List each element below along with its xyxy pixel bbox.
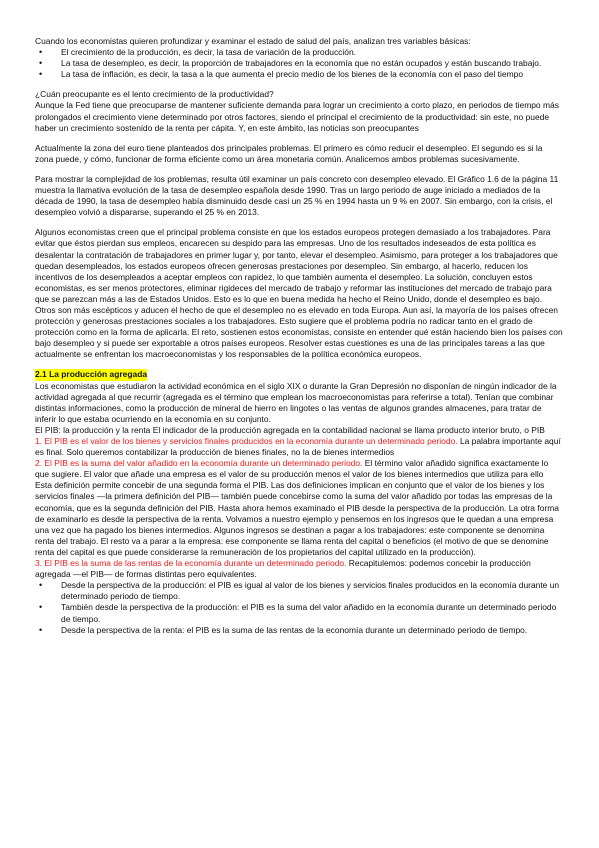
list-item: • También desde la perspectiva de la producción: el PIB es la suma del valor añadido en la economía durante un determinado periodo de tiempo. [35,602,563,624]
aggregate-paragraph: Los economistas que estudiaron la actividad económica en el siglo XIX o durante la Gran Depresión no disponían de ningún indicador de la actividad agregada al que recurrir (agregada es el término que emplean los macroeconomistas para referirse a total). Tenían que combinar distintas informaciones, como la producción de mineral de hierro en lingotes o las ventas de algunos grandes almacenes, para tratar de inferir lo que estaba ocurriendo en la economía en su conjunto. [35,380,557,424]
productivity-paragraph: Aunque la Fed tiene que preocuparse de mantener suficiente demanda para lograr un crecimiento a corto plazo, en periodos de tiempo más prolongados el crecimiento viene determinado por otros factores, siendo el principal el crecimiento de la productividad: sin este, no puede haber un crecimiento sostenido de la renta per cápita. Y, en este ámbito, las noticias son preocupantes [35,100,559,133]
list-item: • La tasa de desempleo, es decir, la proporción de trabajadores en la economía que no están ocupados y están buscando trabajo. [35,58,563,69]
variables-list [35,47,563,80]
list-item: • Desde la perspectiva de la renta: el PIB es la suma de las rentas de la economía durante un determinado periodo de tiempo. [35,625,563,636]
definition-2-highlight: 2. El PIB es la suma del valor añadido en la economía durante un determinado periodo. [35,458,363,469]
spain-paragraph: Para mostrar la complejidad de los problemas, resulta útil examinar un país concreto con desempleo elevado. El Gráfico 1.6 de la página 11 muestra la llamativa evolución de la tasa de desempleo española desde 1990. Tras un largo periodo de auge iniciado a mediados de la década de 1990, la tasa de desempleo había disminuido desde casi un 25 % en 1994 hasta un 9 % en 2007. Sin embargo, con la crisis, el desempleo volvió a dispararse, superando el 25 % en 2013. [35,173,559,218]
section-title: 2.1 La producción agregada [35,369,148,380]
income-paragraph: Esta definición permite concebir de una segunda forma el PIB. Las dos definiciones implican en conjunto que el valor de los bienes y los servicios finales —la primera definición del PIB— también puede concebirse como la suma del valor añadido por todas las empresas de la economía, que es la segunda definición del PIB. Hasta ahora hemos examinado el PIB desde la perspectiva de la producción. La otra forma de examinarlo es desde la perspectiva de la renta. Volvamos a nuestro ejemplo y pensemos en los ingresos que le quedan a una empresa una vez que ha pagado los bienes intermedios. Algunos ingresos se destinan a pagar a los trabajadores: este componente se denomina renta del trabajo. El resto va a parar a la empresa: ese componente se llama renta del capital o beneficios (el motivo de que se denomine renta del capital es que puede considerarse la remuneración de los propietarios del capital utilizado en la producción). [35,480,559,557]
definition-1-highlight: 1. El PIB es el valor de los bienes y servicios finales producidos en la economía durante un determinado periodo. [35,436,458,446]
summary-list [35,580,563,635]
intro-paragraph: Cuando los economistas quieren profundizar y examinar el estado de salud del país, analizan tres variables básicas: [35,36,471,46]
protection-paragraph: Algunos economistas creen que el principal problema consiste en que los estados europeos protegen demasiado a los trabajadores. Para evitar que éstos pierdan sus empleos, encarecen su despido para las empresas. Uno de los resultados indeseados de esta política es desalentar la contratación de trabajadores en primer lugar y, por tanto, elevar el desempleo. Asimismo, para proteger a los trabajadores que quedan desempleados, los estados europeos ofrecen generosas prestaciones por desempleo. Sin embargo, al hacerlo, reducen los incentivos de los desempleados a aceptar empleos con rapidez, lo que también aumenta el desempleo. La solución, concluyen estos economistas, es ser menos protectores, eliminar rigideces del mercado de trabajo y reformar las instituciones del mercado de trabajo para que se parezcan más a las de Estados Unidos. Esto es lo que en buena medida ha hecho el Reino Unido, donde el desempleo es bajo. Otros son más escépticos y aducen el hecho de que el desempleo no es elevado en toda Europa. Aun así, la mayoría de los países ofrecen protección y generosas prestaciones sociales a los trabajadores. Esto sugiere que el problema podría no radicar tanto en el grado de protección como en la forma de aplicarla. El reto, sostienen estos economistas, consiste en entender qué están haciendo bien los países con bajo desempleo y si puede ser exportable a otros países europeos. Resolver estas cuestiones es una de las principales tareas a las que actualmente se enfrentan los macroeconomistas y los responsables de la política económica europeos. [35,227,563,360]
gdp-paragraph: El PIB: la producción y la renta El indicador de la producción agregada en la contabilidad nacional se llama producto interior bruto, o PIB [35,424,545,435]
eurozone-paragraph: Actualmente la zona del euro tiene planteados dos principales problemas. El primero es cómo reducir el desempleo. El segundo es si la zona puede, y cómo, funcionar de forma eficiente como un área monetaria común. Analicemos ambos problemas sucesivamente. [35,142,543,164]
list-item: • La tasa de inflación, es decir, la tasa a la que aumenta el precio medio de los bienes de la economía con el paso del tiempo [35,69,563,80]
definition-2-text: El término valor añadido significa exactamente lo que sugiere. El valor que añade una empresa es el valor de su producción menos el valor de los bienes intermedios que utiliza para ello [35,458,549,480]
list-item: • Desde la perspectiva de la producción: el PIB es igual al valor de los bienes y servicios finales producidos en la economía durante un determinado periodo de tiempo. [35,580,563,602]
definition-1 [35,436,563,458]
definition-2 [35,458,563,480]
definition-1-text: La palabra importante aquí es final. Solo queremos contabilizar la producción de bienes finales, no la de bienes intermedios [35,436,561,458]
document-page [35,36,563,636]
question-heading: ¿Cuán preocupante es el lento crecimiento de la productividad? [35,89,274,100]
definition-3-highlight: 3. El PIB es la suma de las rentas de la economía durante un determinado periodo. [35,558,347,569]
definition-3-text: Recapitulemos: podemos concebir la producción agregada —el PIB— de formas distintas pero equivalentes. [35,558,531,580]
definition-3 [35,558,563,580]
list-item: • El crecimiento de la producción, es decir, la tasa de variación de la producción. [35,47,563,58]
